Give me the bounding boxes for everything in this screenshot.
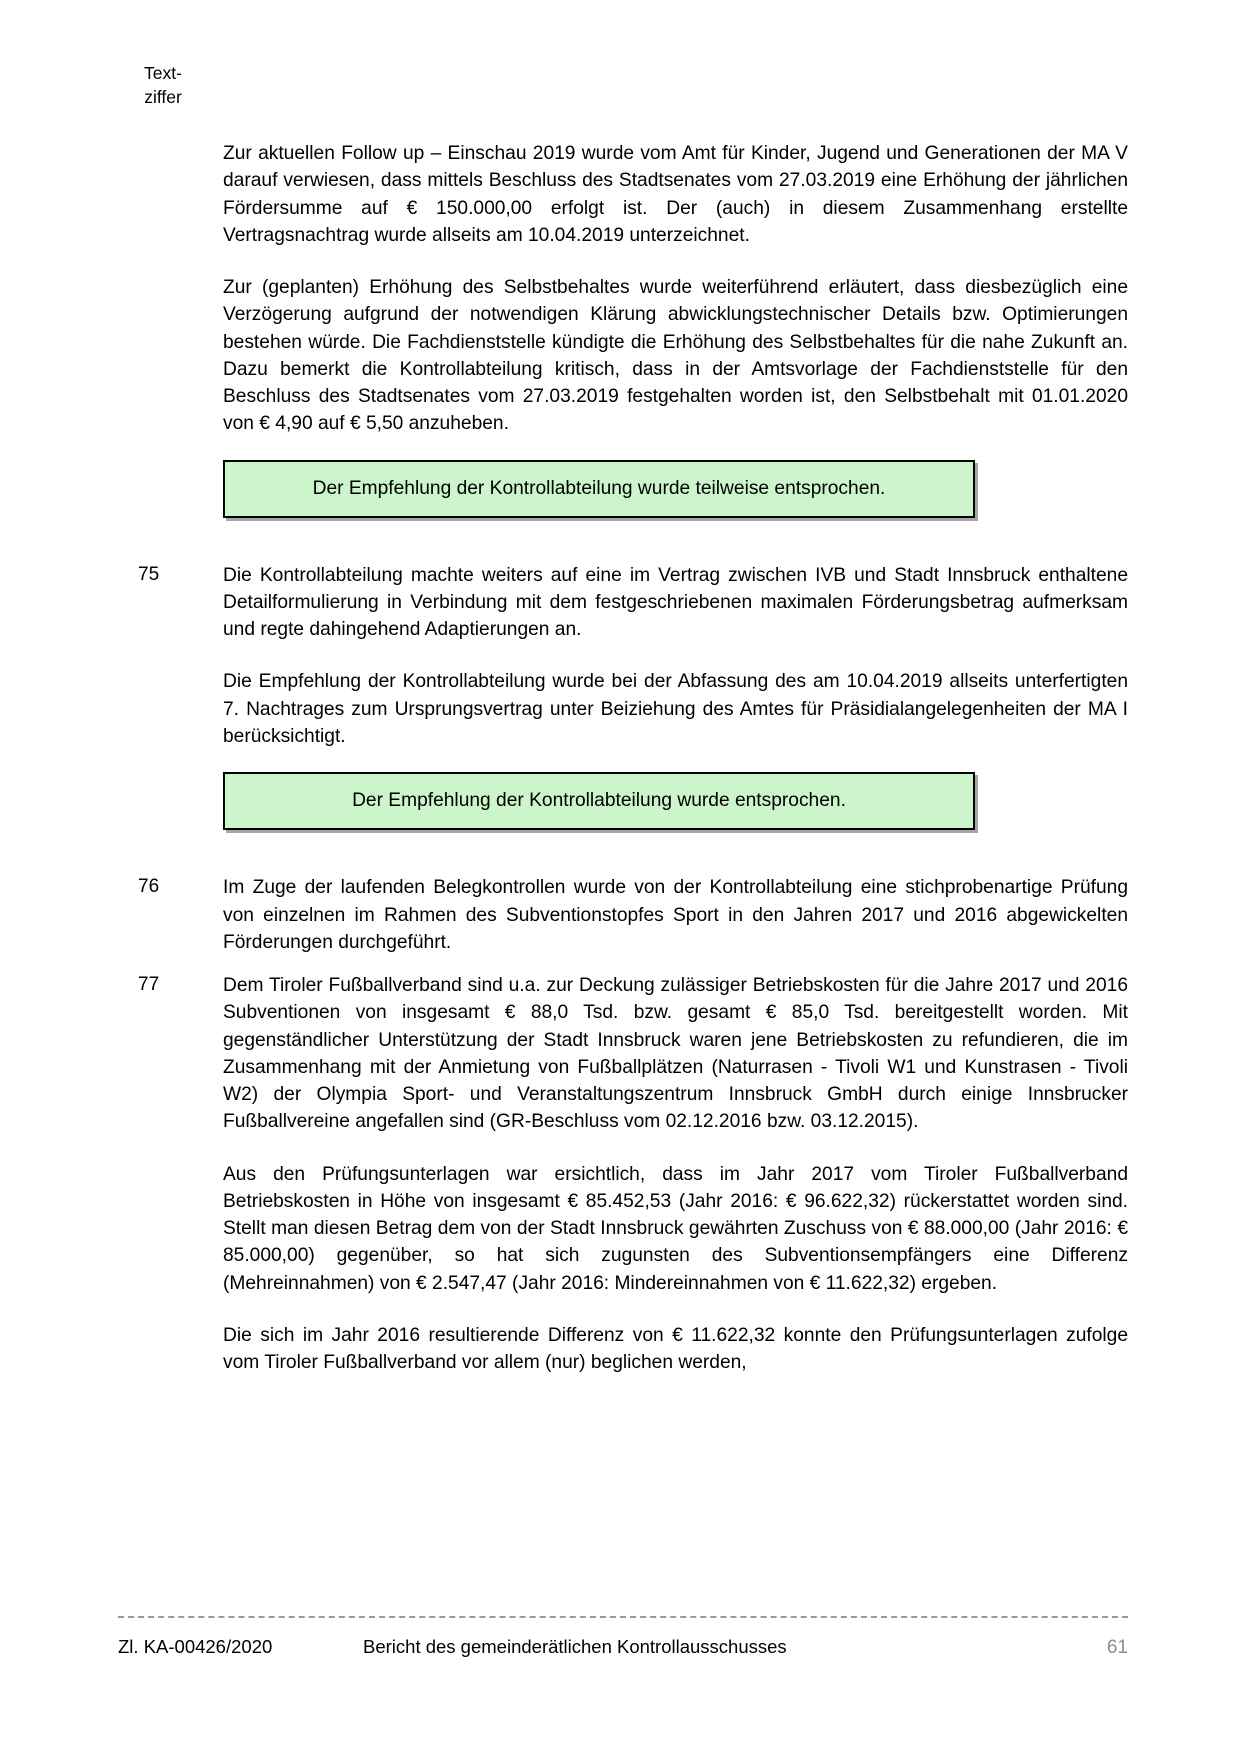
spacer (118, 438, 1128, 454)
textziffer-number: 77 (138, 974, 160, 996)
recommendation-box: Der Empfehlung der Kontrollabteilung wurde entsprochen. (223, 772, 975, 830)
recommendation-row (118, 766, 1128, 830)
recommendation-indent (118, 454, 223, 518)
recommendation-box: Der Empfehlung der Kontrollabteilung wurde teilweise entsprochen. (223, 460, 975, 518)
textziffer-number: 75 (138, 563, 160, 585)
footer-divider (118, 1616, 1128, 1618)
footer-reference: Zl. KA-00426/2020 (118, 1636, 273, 1657)
paragraph: Die sich im Jahr 2016 resultierende Differenz von € 11.622,32 konnte den Prüfungsunterlagen zufolge vom Tiroler Fußballverband vor allem (nur) beglichen werden, (223, 1324, 1128, 1374)
paragraph: Die Empfehlung der Kontrollabteilung wurde bei der Abfassung des am 10.04.2019 allseits unterfertigten 7. Nachtrages zum Ursprungsvertrag unter Beiziehung des Amtes für Präsidialangelegenheiten der MA I berücksichtigt. (223, 671, 1128, 747)
text-block (118, 140, 1128, 438)
paragraph: Zur (geplanten) Erhöhung des Selbstbehaltes wurde weiterführend erläutert, dass diesbezüglich eine Verzögerung aufgrund der notwendigen Klärung abwicklungstechnischer Details bzw. Optimierungen bestehen würde. Die Fachdienststelle kündigte die Erhöhung des Selbstbehaltes für die nahe Zukunft an. Dazu bemerkt die Kontrollabteilung kritisch, dass in der Amtsvorlage der Fachdienststelle für den Beschluss des Stadtsenates vom 27.03.2019 festgehalten worden ist, den Selbstbehalt mit 01.01.2020 von € 4,90 auf € 5,50 anzuheben. (223, 277, 1128, 435)
page-footer (118, 1636, 1128, 1659)
document-content (118, 140, 1128, 1377)
paragraph: Die Kontrollabteilung machte weiters auf eine im Vertrag zwischen IVB und Stadt Innsbruck enthaltene Detailformulierung in Verbindung mit dem festgeschriebenen maximalen Förderungsbetrag aufmerksam und regte dahingehend Adaptierungen an. (223, 564, 1128, 641)
paragraph: Zur aktuellen Follow up – Einschau 2019 wurde vom Amt für Kinder, Jugend und Generationen der MA V darauf verwiesen, dass mittels Beschluss des Stadtsenates vom 27.03.2019 eine Erhöhung der jährlichen Fördersumme auf € 150.000,00 erfolgt ist. Der (auch) in diesem Zusammenhang erstellte Vertragsnachtrag wurde allseits am 10.04.2019 unterzeichnet. (223, 143, 1128, 246)
text-block-body (223, 972, 1128, 1376)
text-block (118, 562, 1128, 751)
textziffer-number: 76 (138, 876, 160, 898)
text-block (118, 972, 1128, 1376)
paragraph: Im Zuge der laufenden Belegkontrollen wurde von der Kontrollabteilung eine stichprobenartige Prüfung von einzelnen im Rahmen des Subventionstopfes Sport in den Jahren 2017 und 2016 abgewickelten Förderungen durchgeführt. (223, 877, 1128, 953)
recommendation-row (118, 454, 1128, 518)
column-header-line1: Text- (144, 63, 182, 83)
text-block-body (223, 140, 1128, 438)
footer-title: Bericht des gemeinderätlichen Kontrollausschusses (363, 1636, 787, 1657)
text-block-body (223, 562, 1128, 751)
paragraph: Dem Tiroler Fußballverband sind u.a. zur Deckung zulässiger Betriebskosten für die Jahre 2017 und 2016 Subventionen von insgesamt € 88,0 Tsd. bzw. gesamt € 85,0 Tsd. bereitgestellt worden. Mit gegenständlicher Unterstützung der Stadt Innsbruck waren jene Betriebskosten zu refundieren, die im Zusammenhang mit der Anmietung von Fußballplätzen (Naturrasen - Tivoli W1 und Kunstrasen - Tivoli W2) der Olympia Sport- und Veranstaltungszentrum Innsbruck GmbH durch einige Innsbrucker Fußballvereine angefallen sind (GR-Beschluss vom 02.12.2016 bzw. 03.12.2015). (223, 975, 1128, 1133)
column-header-line2: ziffer (144, 86, 182, 107)
text-block (118, 874, 1128, 956)
spacer (118, 518, 1128, 562)
page-number: 61 (1106, 1637, 1128, 1658)
spacer (118, 956, 1128, 972)
recommendation-indent (118, 766, 223, 830)
column-header-textziffer (118, 62, 208, 109)
spacer (118, 830, 1128, 874)
text-block-body (223, 874, 1128, 956)
spacer (118, 750, 1128, 766)
paragraph: Aus den Prüfungsunterlagen war ersichtlich, dass im Jahr 2017 vom Tiroler Fußballverband Betriebskosten in Höhe von insgesamt € 85.452,53 (Jahr 2016: € 96.622,32) rückerstattet worden sind. Stellt man diesen Betrag dem von der Stadt Innsbruck gewährten Zuschuss von € 88.000,00 (Jahr 2016: € 85.000,00) gegenüber, so hat sich zugunsten des Subventionsempfängers eine Differenz (Mehreinnahmen) von € 2.547,47 (Jahr 2016: Mindereinnahmen von € 11.622,32) ergeben. (223, 1163, 1128, 1294)
